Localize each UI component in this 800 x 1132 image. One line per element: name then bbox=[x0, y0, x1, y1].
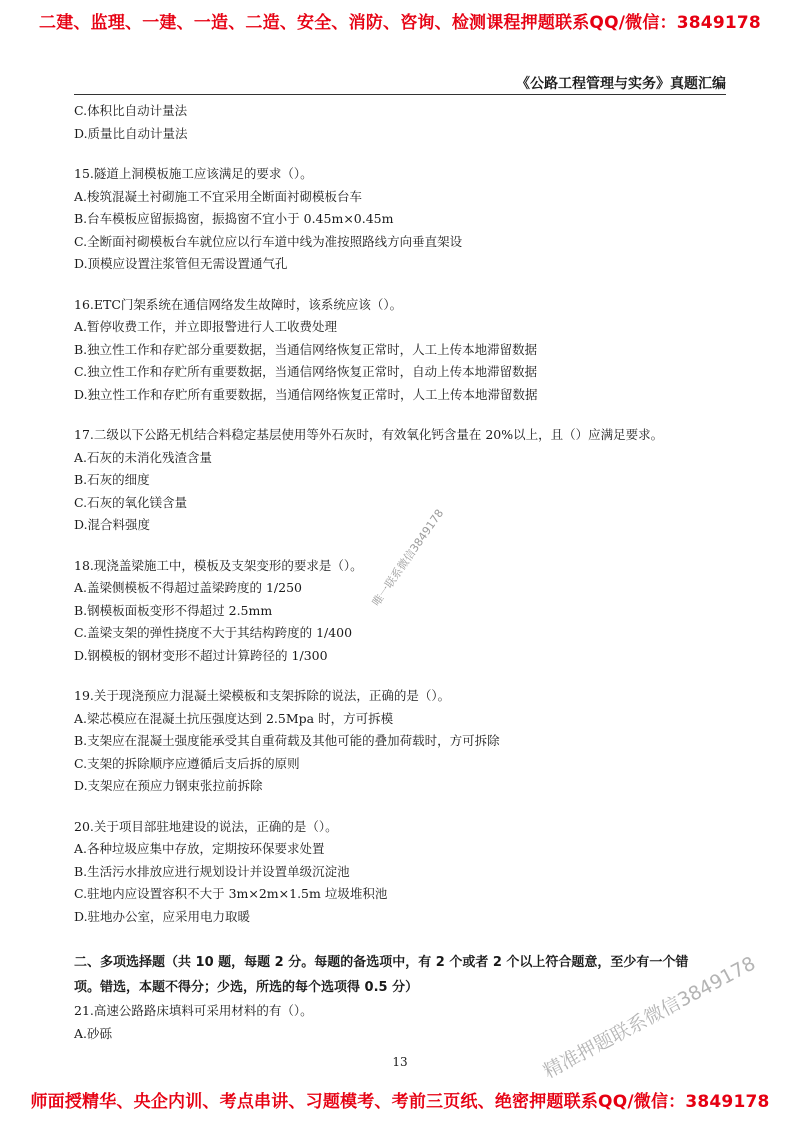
option: B.石灰的细度 bbox=[74, 472, 150, 487]
option: B.钢模板面板变形不得超过 2.5mm bbox=[74, 602, 273, 618]
question-stem: 16.ETC门架系统在通信网络发生故障时，该系统应该（）。 bbox=[74, 296, 403, 312]
option: A.梁芯模应在混凝土抗压强度达到 2.5Mpa 时，方可拆模 bbox=[74, 710, 394, 726]
question-stem: 18.现浇盖梁施工中，模板及支架变形的要求是（）。 bbox=[74, 557, 363, 573]
option: D.混合料强度 bbox=[74, 517, 151, 532]
option: A.砂砾 bbox=[74, 1025, 113, 1041]
top-ad-banner: 二建、监理、一建、一造、二造、安全、消防、咨询、检测课程押题联系QQ/微信：3849178 bbox=[39, 13, 761, 33]
option: A.各种垃圾应集中存放，定期按环保要求处置 bbox=[74, 841, 325, 856]
question-20 bbox=[74, 816, 734, 929]
watermark-text: 精准押题联系微信3849178 bbox=[539, 952, 760, 1083]
section-heading-line: 项。错选，本题不得分；少选，所选的每个选项得 0.5 分） bbox=[74, 980, 419, 995]
option: A.石灰的未消化残渣含量 bbox=[74, 449, 213, 465]
option: B.台车模板应留振捣窗，振捣窗不宜小于 0.45m×0.45m bbox=[74, 211, 394, 226]
option: C.支架的拆除顺序应遵循后支后拆的原则 bbox=[74, 755, 300, 771]
question-16 bbox=[74, 294, 734, 407]
question-stem: 17.二级以下公路无机结合料稳定基层使用等外石灰时，有效氧化钙含量在 20%以上，且（）应满足要求。 bbox=[74, 427, 664, 442]
option: C.石灰的氧化镁含量 bbox=[74, 494, 188, 510]
question-17 bbox=[74, 424, 734, 537]
option: D.驻地办公室，应采用电力取暖 bbox=[74, 908, 251, 924]
section-heading-multiple-choice bbox=[74, 950, 734, 1000]
document-title: 《公路工程管理与实务》真题汇编 bbox=[516, 76, 726, 92]
question-stem: 20.关于项目部驻地建设的说法，正确的是（）。 bbox=[74, 818, 338, 834]
option: D.质量比自动计量法 bbox=[74, 125, 188, 141]
option: A.暂停收费工作，并立即报警进行人工收费处理 bbox=[74, 319, 338, 334]
option: B.支架应在混凝土强度能承受其自重荷载及其他可能的叠加荷载时，方可拆除 bbox=[74, 733, 500, 748]
question-stem: 15.隧道上洞模板施工应该满足的要求（）。 bbox=[74, 166, 313, 181]
option: B.独立性工作和存贮部分重要数据，当通信网络恢复正常时，人工上传本地滞留数据 bbox=[74, 341, 538, 357]
question-stem: 19.关于现浇预应力混凝土梁模板和支架拆除的说法，正确的是（）。 bbox=[74, 688, 451, 703]
question-stem: 21.高速公路路床填料可采用材料的有（）。 bbox=[74, 1003, 313, 1018]
question-15 bbox=[74, 163, 734, 276]
option: C.驻地内应设置容积不大于 3m×2m×1.5m 垃圾堆积池 bbox=[74, 886, 388, 901]
page-number: 13 bbox=[392, 1055, 408, 1069]
section-heading-line: 二、多项选择题（共 10 题，每题 2 分。每题的备选项中，有 2 个或者 2 个以上符合题意，至少有一个错 bbox=[74, 955, 689, 970]
header-rule bbox=[74, 94, 726, 95]
option: C.独立性工作和存贮所有重要数据，当通信网络恢复正常时，自动上传本地滞留数据 bbox=[74, 364, 538, 379]
watermark-text: 唯一联系微信3849178 bbox=[369, 506, 447, 609]
option: D.独立性工作和存贮所有重要数据，当通信网络恢复正常时，人工上传本地滞留数据 bbox=[74, 386, 538, 402]
option: C.盖梁支架的弹性挠度不大于其结构跨度的 1/400 bbox=[74, 625, 353, 640]
option: D.钢模板的钢材变形不超过计算跨径的 1/300 bbox=[74, 647, 328, 663]
option: D.支架应在预应力钢束张拉前拆除 bbox=[74, 778, 263, 793]
option: C.全断面衬砌模板台车就位应以行车道中线为准按照路线方向垂直架设 bbox=[74, 233, 463, 249]
option: A.梭筑混凝土衬砌施工不宜采用全断面衬砌模板台车 bbox=[74, 188, 363, 204]
option: A.盖梁侧模板不得超过盖梁跨度的 1/250 bbox=[74, 580, 302, 595]
option: C.体积比自动计量法 bbox=[74, 103, 188, 118]
carry-over-options bbox=[74, 100, 734, 145]
option: D.顶模应设置注浆管但无需设置通气孔 bbox=[74, 256, 288, 271]
question-19 bbox=[74, 685, 734, 798]
option: B.生活污水排放应进行规划设计并设置单级沉淀池 bbox=[74, 863, 350, 879]
bottom-ad-banner: 师面授精华、央企内训、考点串讲、习题模考、考前三页纸、绝密押题联系QQ/微信：3849178 bbox=[30, 1092, 770, 1112]
